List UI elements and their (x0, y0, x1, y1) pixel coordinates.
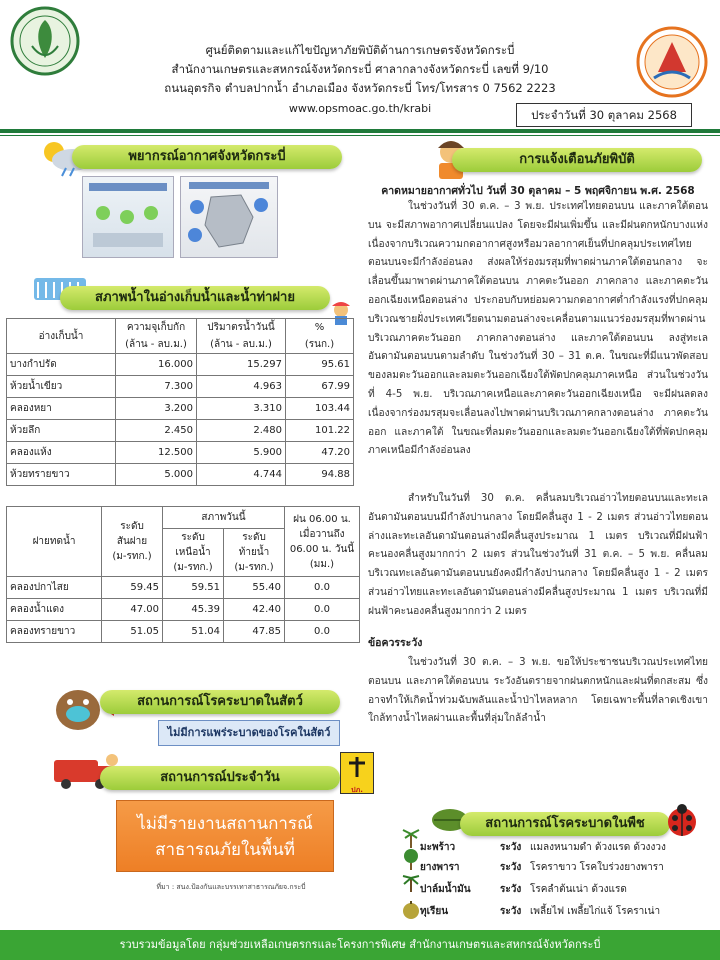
ladybug-icon (664, 802, 700, 838)
caution-text: ในช่วงวันที่ 30 ต.ค. – 3 พ.ย. ขอให้ประชาชนบริเวณประเทศไทยตอนบน และภาคใต้ตอนบน ระวังอันตรายจากฝนตกหนักและฝนที่ตกสะสม ซึ่งอาจทำให้เกิดน้ำท่วมฉับพลันและน้ำป่าไหลหลาก โดยเฉพาะพื้นที่ลาดเชิงเขาใกล้ทางน้ำไหลผ่านและพื้นที่ลุ่มใกล้ลำน้ำ (368, 657, 708, 725)
col-rain: ฝน 06.00 น. เมื่อวานถึง 06.00 น. วันนี้ (มม.) (285, 507, 360, 577)
table-row: คลองปกาไสย 59.45 59.51 55.40 0.0 (7, 577, 360, 599)
plant-row-rubber: ยางพารา ระวัง โรคราขาว โรคใบร่วงยางพารา (420, 862, 664, 873)
animal-status-box: ไม่มีการแพร่ระบาดของโรคในสัตว์ (158, 720, 340, 746)
col-reservoir: อ่างเก็บน้ำ (7, 319, 116, 354)
footer-text: รวบรวมข้อมูลโดย กลุ่มช่วยเหลือเกษตรกรและโครงการพิเศษ สำนักงานเกษตรและสหกรณ์จังหวัดกระบี่ (119, 938, 601, 951)
ppk-label: ปภ. (351, 786, 363, 794)
col-today: สภาพวันนี้ (163, 507, 285, 529)
table-row: คลองแห้ง 12.500 5.900 47.20 (7, 442, 354, 464)
rubber-tree-icon (402, 848, 420, 870)
col-downstream: ระดับ ท้ายน้ำ (ม-รทก.) (224, 529, 285, 577)
table-row: ห้วยทรายขาว 5.000 4.744 94.88 (7, 464, 354, 486)
col-percent-unit: (รนก.) (286, 336, 354, 354)
table-row: คลองหยา 3.200 3.310 103.44 (7, 398, 354, 420)
province-map-image (180, 176, 278, 258)
forecast-title: คาดหมายอากาศทั่วไป วันที่ 30 ตุลาคม – 5 พฤศจิกายน พ.ศ. 2568 (381, 185, 695, 197)
forecast-map-image (82, 176, 174, 258)
oil-palm-icon (402, 870, 420, 892)
table-row: บางกำปรัด 16.000 15.297 95.61 (7, 354, 354, 376)
daily-status-box (116, 800, 334, 872)
plant-row-oil-palm: ปาล์มน้ำมัน ระวัง โรคลำต้นเน่า ด้วงแรด (420, 884, 627, 895)
forecast-paragraph-1: ในช่วงวันที่ 30 ต.ค. – 3 พ.ย. ประเทศไทยตอนบน และภาคใต้ตอนบน จะมีสภาพอากาศเปลี่ยนแปลง โดยจะมีฝนเพิ่มขึ้น และมีฝนตกหนักบางแห่ง เนื่องจากบริเวณความกดอากาศสูงหรือมวลอากาศเย็นที่ปกคลุมประเทศไทยตอนบนจะมีกำลังอ่อนลง ส่งผลให้ร่องมรสุมที่พาดผ่านภาคใต้ตอนกลาง จะเลื่อนขึ้นมาพาดผ่านภาคใต้ตอนบน ภาคตะวันออก ภาคกลาง และภาคตะวันออกเฉียงเหนือตอนล่าง ประกอบกับหย่อมความกดอากาศต่ำกำลังแรงที่ปกคลุมบริเวณชายฝั่งประเทศเวียดนามตอนล่างจะเคลื่อนตามแนวร่องมรสุมที่พาดผ่านบริเวณภาคตะวันออก ภาคกลางตอนล่าง และภาคใต้ตอนบน ลงสู่ทะเลอันดามันตอนบนตามลำดับ ในช่วงวันที่ 30 – 31 ต.ค. ในขณะที่มีแนวพัดสอบของลมตะวันออกและลมตะวันออกเฉียงใต้พัดปกคลุมภาคเหนือ ส่วนในช่วงวันที่ 4-5 พ.ย. บริเวณภาคเหนือและภาคตะวันออกเฉียงเหนือ จะมีฝนลดลง เนื่องจากร่องมรสุมจะเลื่อนลงไปพาดผ่านบริเวณภาคกลางตอนล่าง ภาคตะวันออก และภาคใต้ ในขณะที่ลมตะวันออกและลมตะวันออกเฉียงใต้ที่พัดปกคลุมภาคเหนือมีกำลังอ่อนลง (368, 201, 708, 457)
col-upstream: ระดับ เหนือน้ำ (ม-รทก.) (163, 529, 224, 577)
col-crest: ระดับ สันฝาย (ม-รทก.) (102, 507, 163, 577)
daily-section-title: สถานการณ์ประจำวัน (100, 766, 340, 790)
col-capacity-unit: (ล้าน - ลบ.ม.) (116, 336, 197, 354)
daily-status-line1: ไม่มีรายงานสถานการณ์ (137, 814, 313, 834)
coconut-icon (402, 826, 420, 848)
plant-row-coconut: มะพร้าว ระวัง แมลงหนามดำ ด้วงแรด ด้วงงวง (420, 842, 666, 853)
col-volume-unit: (ล้าน - ลบ.ม.) (197, 336, 286, 354)
header-divider-thin (0, 135, 720, 136)
header-office: สำนักงานเกษตรและสหกรณ์จังหวัดกระบี่ ศาลากลางจังหวัดกระบี่ เลขที่ 9/10 (171, 62, 549, 76)
table-row: ห้วยลึก 2.450 2.480 101.22 (7, 420, 354, 442)
table-row: คลองทรายขาว 51.05 51.04 47.85 0.0 (7, 621, 360, 643)
plant-section-title: สถานการณ์โรคระบาดในพืช (460, 812, 670, 836)
header-website[interactable]: www.opsmoac.go.th/krabi (288, 102, 432, 115)
table-row: ห้วยน้ำเขียว 7.300 4.963 67.99 (7, 376, 354, 398)
forecast-paragraph-2: สำหรับในวันที่ 30 ต.ค. คลื่นลมบริเวณอ่าวไทยตอนบนและทะเลอันดามันตอนบนมีกำลังปานกลาง โดยมีคลื่นสูง 1 - 2 เมตร ส่วนอ่าวไทยตอนล่างและทะเลอันดามันตอนล่างมีคลื่นสูงประมาณ 1 เมตร บริเวณที่มีฝนฟ้าคะนองคลื่นสูงมากกว่า 2 เมตร ส่วนในช่วงวันที่ 31 ต.ค. – 5 พ.ย. คลื่นลมบริเวณทะเลอันดามันตอนบนยังคงมีกำลังปานกลาง โดยมีคลื่นสูง 1 - 2 เมตร ส่วนอ่าวไทยและทะเลอันดามันตอนล่างมีคลื่นสูงประมาณ 1 เมตร บริเวณที่มีฝนฟ้าคะนองคลื่นสูงมากกว่า 2 เมตร (368, 493, 708, 617)
ppk-logo (340, 752, 374, 794)
col-volume: ปริมาตรน้ำวันนี้ (197, 319, 286, 337)
header-divider (0, 129, 720, 133)
header-org: ศูนย์ติดตามและแก้ไขปัญหาภัยพิบัติด้านการเกษตรจังหวัดกระบี่ (205, 43, 515, 57)
col-percent: % (286, 319, 354, 337)
plant-row-durian: ทุเรียน ระวัง เพลี้ยไฟ เพลี้ยไก่แจ้ โรคราเน่า (420, 906, 661, 917)
weir-table (6, 506, 360, 643)
water-section-title: สภาพน้ำในอ่างเก็บน้ำและน้ำท่าฝาย (60, 286, 330, 310)
daily-status-line2: สาธารณภัยในพื้นที่ (155, 840, 295, 860)
weather-section-title: พยากรณ์อากาศจังหวัดกระบี่ (72, 145, 342, 169)
footer-bar (0, 930, 720, 960)
table-row: คลองน้ำแดง 47.00 45.39 42.40 0.0 (7, 599, 360, 621)
col-weir: ฝายทดน้ำ (7, 507, 102, 577)
caution-title: ข้อควรระวัง (368, 637, 423, 649)
reservoir-table (6, 318, 354, 486)
warning-section-title: การแจ้งเตือนภัยพิบัติ (452, 148, 702, 172)
report-date: ประจำวันที่ 30 ตุลาคม 2568 (516, 103, 692, 127)
header-address: ถนนอุตรกิจ ตำบลปากน้ำ อำเภอเมือง จังหวัดกระบี่ โทร/โทรสาร 0 7562 2223 (164, 81, 556, 95)
durian-icon (402, 900, 420, 920)
col-capacity: ความจุเก็บกัก (116, 319, 197, 337)
daily-source: ที่มา : สนง.ป้องกันและบรรเทาสาธารณภัยจ.กระบี่ (156, 883, 306, 891)
animal-section-title: สถานการณ์โรคระบาดในสัตว์ (100, 690, 340, 714)
